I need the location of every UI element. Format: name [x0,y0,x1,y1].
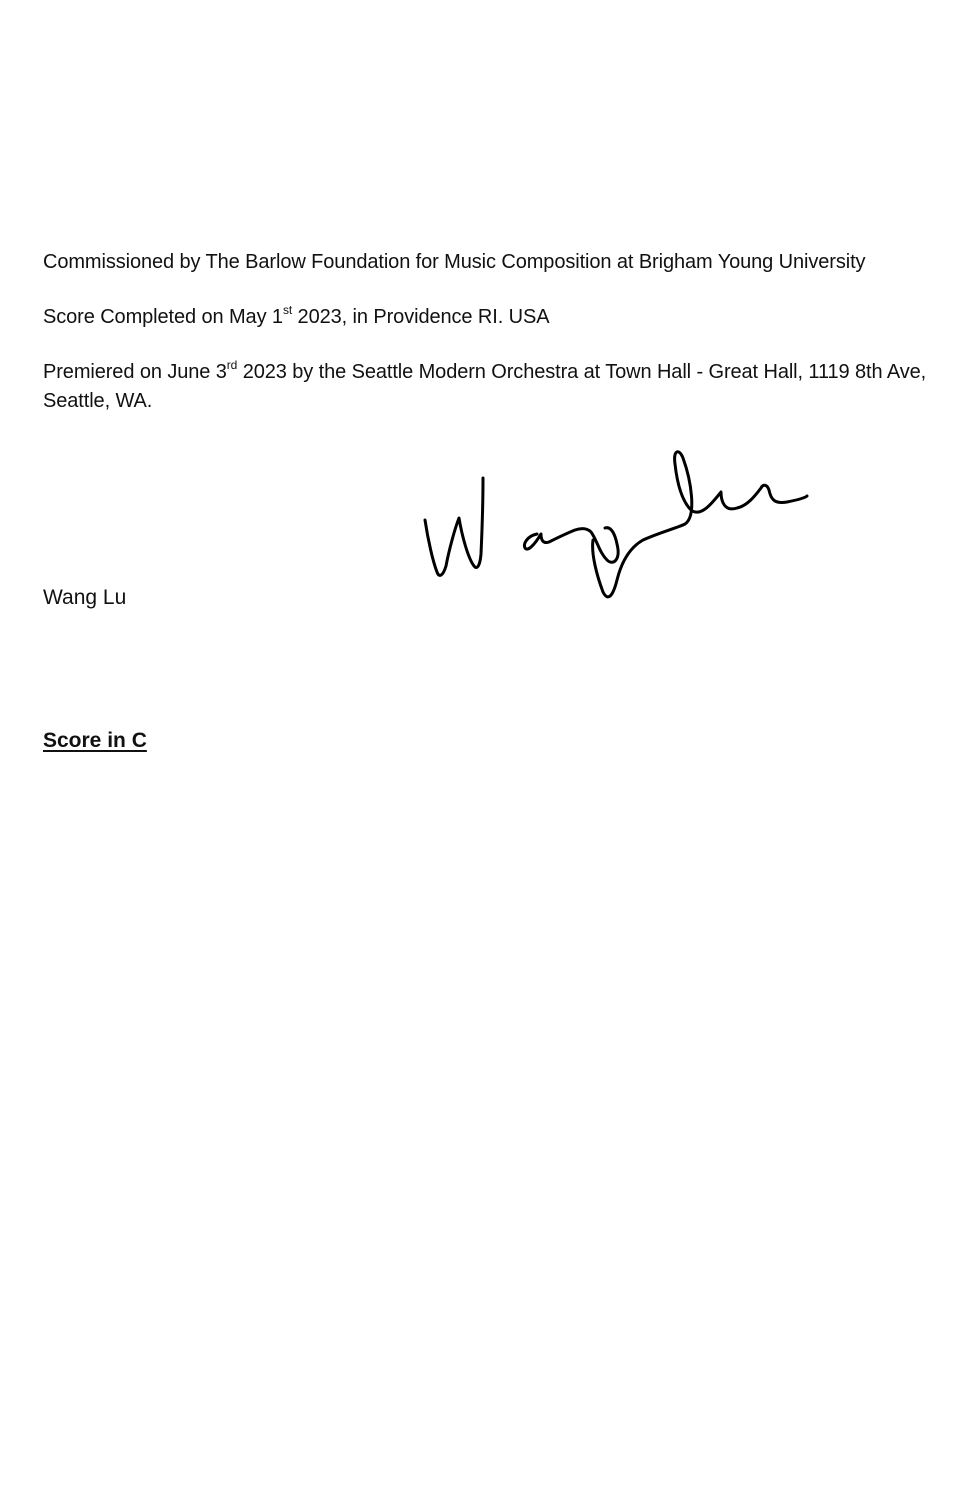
completion-line [43,303,549,332]
premiere-suffix: 2023 by the Seattle Modern Orchestra at Town Hall - Great Hall, 1119 8th Ave, Seattle, WA. [43,361,927,412]
signature-stroke-lu [593,452,807,597]
commission-line [43,248,865,277]
completion-prefix: Score Completed on May 1 [43,306,283,328]
completion-ordinal: st [282,303,293,318]
premiere-prefix: Premiered on June 3 [43,361,227,383]
premiere-line [43,358,943,416]
signature-stroke-a [525,528,619,563]
composer-name: Wang Lu [43,586,127,609]
score-heading: Score in C [43,729,147,752]
signature-icon [415,440,815,605]
premiere-ordinal: rd [226,358,238,373]
signature-stroke [425,478,483,575]
completion-suffix: 2023, in Providence RI. USA [292,306,550,328]
commission-text: Commissioned by The Barlow Foundation for Music Composition at Brigham Young University [43,251,866,273]
